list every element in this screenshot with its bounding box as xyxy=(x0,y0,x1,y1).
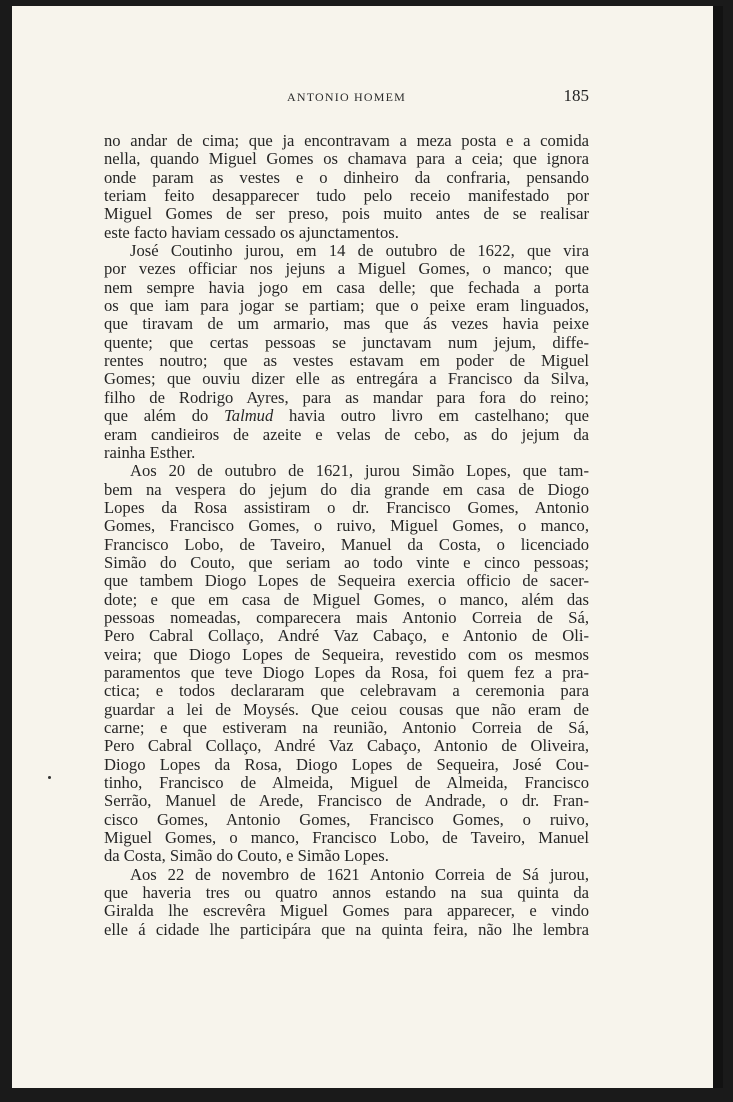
text-line: Aos 22 de novembro de 1621 Antonio Correia de Sá jurou, xyxy=(130,864,589,884)
text-line: ctica; e todos declararam que celebravam a ceremonia para xyxy=(104,681,589,701)
text-line: onde param as vestes e o dinheiro da confraria, pensando xyxy=(104,167,589,187)
text-line: veira; que Diogo Lopes de Sequeira, revestido com os mesmos xyxy=(104,644,589,664)
text-line: guardar a lei de Moysés. Que ceiou cousas que não eram de xyxy=(104,699,589,719)
text-line: nella, quando Miguel Gomes os chamava para a ceia; que ignora xyxy=(104,149,589,169)
text-line: Giralda lhe escrevêra Miguel Gomes para apparecer, e vindo xyxy=(104,901,589,921)
text-line: Gomes; que ouviu dizer elle as entregára a Francisco da Silva, xyxy=(104,369,589,389)
text-line: Miguel Gomes, o manco, Francisco Lobo, de Taveiro, Manuel xyxy=(104,828,589,848)
text-line: bem na vespera do jejum do dia grande em casa de Diogo xyxy=(104,479,589,499)
text-line: que haveria tres ou quatro annos estando na sua quinta da xyxy=(104,883,589,903)
text-line: que além do Talmud havia outro livro em castelhano; que xyxy=(104,406,589,426)
page-number: 185 xyxy=(563,86,589,105)
text-line: rainha Esther. xyxy=(104,442,196,462)
text-line: Serrão, Manuel de Arede, Francisco de Andrade, o dr. Fran- xyxy=(104,791,589,811)
text-line: dote; e que em casa de Miguel Gomes, o manco, além das xyxy=(104,589,589,609)
text-line: paramentos que teve Diogo Lopes da Rosa, foi quem fez a pra- xyxy=(104,662,589,682)
text-line: cisco Gomes, Antonio Gomes, Francisco Gomes, o ruivo, xyxy=(104,809,589,829)
body-text xyxy=(104,132,589,939)
page-header xyxy=(104,86,589,108)
text-line: eram candieiros de azeite e velas de cebo, as do jejum da xyxy=(104,424,589,444)
text-line: rentes noutro; que as vestes estavam em poder de Miguel xyxy=(104,351,589,371)
paragraph xyxy=(104,242,589,462)
paragraph xyxy=(104,132,589,242)
text-line: quente; que certas pessoas se junctavam num jejum, diffe- xyxy=(104,332,589,352)
text-line: Simão do Couto, que seriam ao todo vinte e cinco pessoas; xyxy=(104,552,589,572)
print-speck xyxy=(48,776,51,779)
text-line: Pero Cabral Collaço, André Vaz Cabaço, e Antonio de Oli- xyxy=(104,626,589,646)
running-head: ANTONIO HOMEM xyxy=(286,90,407,104)
paragraph xyxy=(104,866,589,939)
text-line: da Costa, Simão do Couto, e Simão Lopes. xyxy=(104,846,389,866)
book-page xyxy=(12,6,723,1088)
paragraph xyxy=(104,462,589,866)
text-line: carne; e que estiveram na reunião, Antonio Correia de Sá, xyxy=(104,718,589,737)
text-line: tinho, Francisco de Almeida, Miguel de Almeida, Francisco xyxy=(104,773,589,793)
text-line: que tambem Diogo Lopes de Sequeira exercia officio de sacer- xyxy=(104,571,589,591)
text-line: Gomes, Francisco Gomes, o ruivo, Miguel Gomes, o manco, xyxy=(104,516,589,536)
text-line: os que iam para jogar se partiam; que o peixe eram linguados, xyxy=(104,296,589,316)
text-line: Francisco Lobo, de Taveiro, Manuel da Costa, o licenciado xyxy=(104,534,589,554)
text-line: filho de Rodrigo Ayres, para as mandar para fora do reino; xyxy=(104,387,589,407)
text-line: elle á cidade lhe participára que na quinta feira, não lhe lembra xyxy=(104,919,589,939)
text-line: Diogo Lopes da Rosa, Diogo Lopes de Sequeira, José Cou- xyxy=(104,754,589,774)
text-line: José Coutinho jurou, em 14 de outubro de 1622, que vira xyxy=(130,241,589,261)
page-edge-shadow xyxy=(713,6,723,1088)
text-line: Miguel Gomes de ser preso, pois muito antes de se realisar xyxy=(104,204,589,224)
text-line: no andar de cima; que ja encontravam a meza posta e a comida xyxy=(104,131,589,150)
text-line: Pero Cabral Collaço, André Vaz Cabaço, Antonio de Oliveira, xyxy=(104,736,589,756)
text-line: pessoas nomeadas, comparecera mais Antonio Correia de Sá, xyxy=(104,607,589,627)
italic-term: Talmud xyxy=(224,406,274,426)
text-line: Lopes da Rosa assistiram o dr. Francisco Gomes, Antonio xyxy=(104,497,589,517)
text-line: Aos 20 de outubro de 1621, jurou Simão Lopes, que tam- xyxy=(130,461,589,481)
text-line: teriam feito desapparecer tudo pelo receio manifestado por xyxy=(104,186,589,206)
text-line: este facto haviam cessado os ajunctamentos. xyxy=(104,222,399,242)
text-line: por vezes officiar nos jejuns a Miguel Gomes, o manco; que xyxy=(104,259,589,279)
text-line: que tiravam de um armario, mas que ás vezes havia peixe xyxy=(104,314,589,334)
text-line: nem sempre havia jogo em casa delle; que fechada a porta xyxy=(104,277,589,297)
